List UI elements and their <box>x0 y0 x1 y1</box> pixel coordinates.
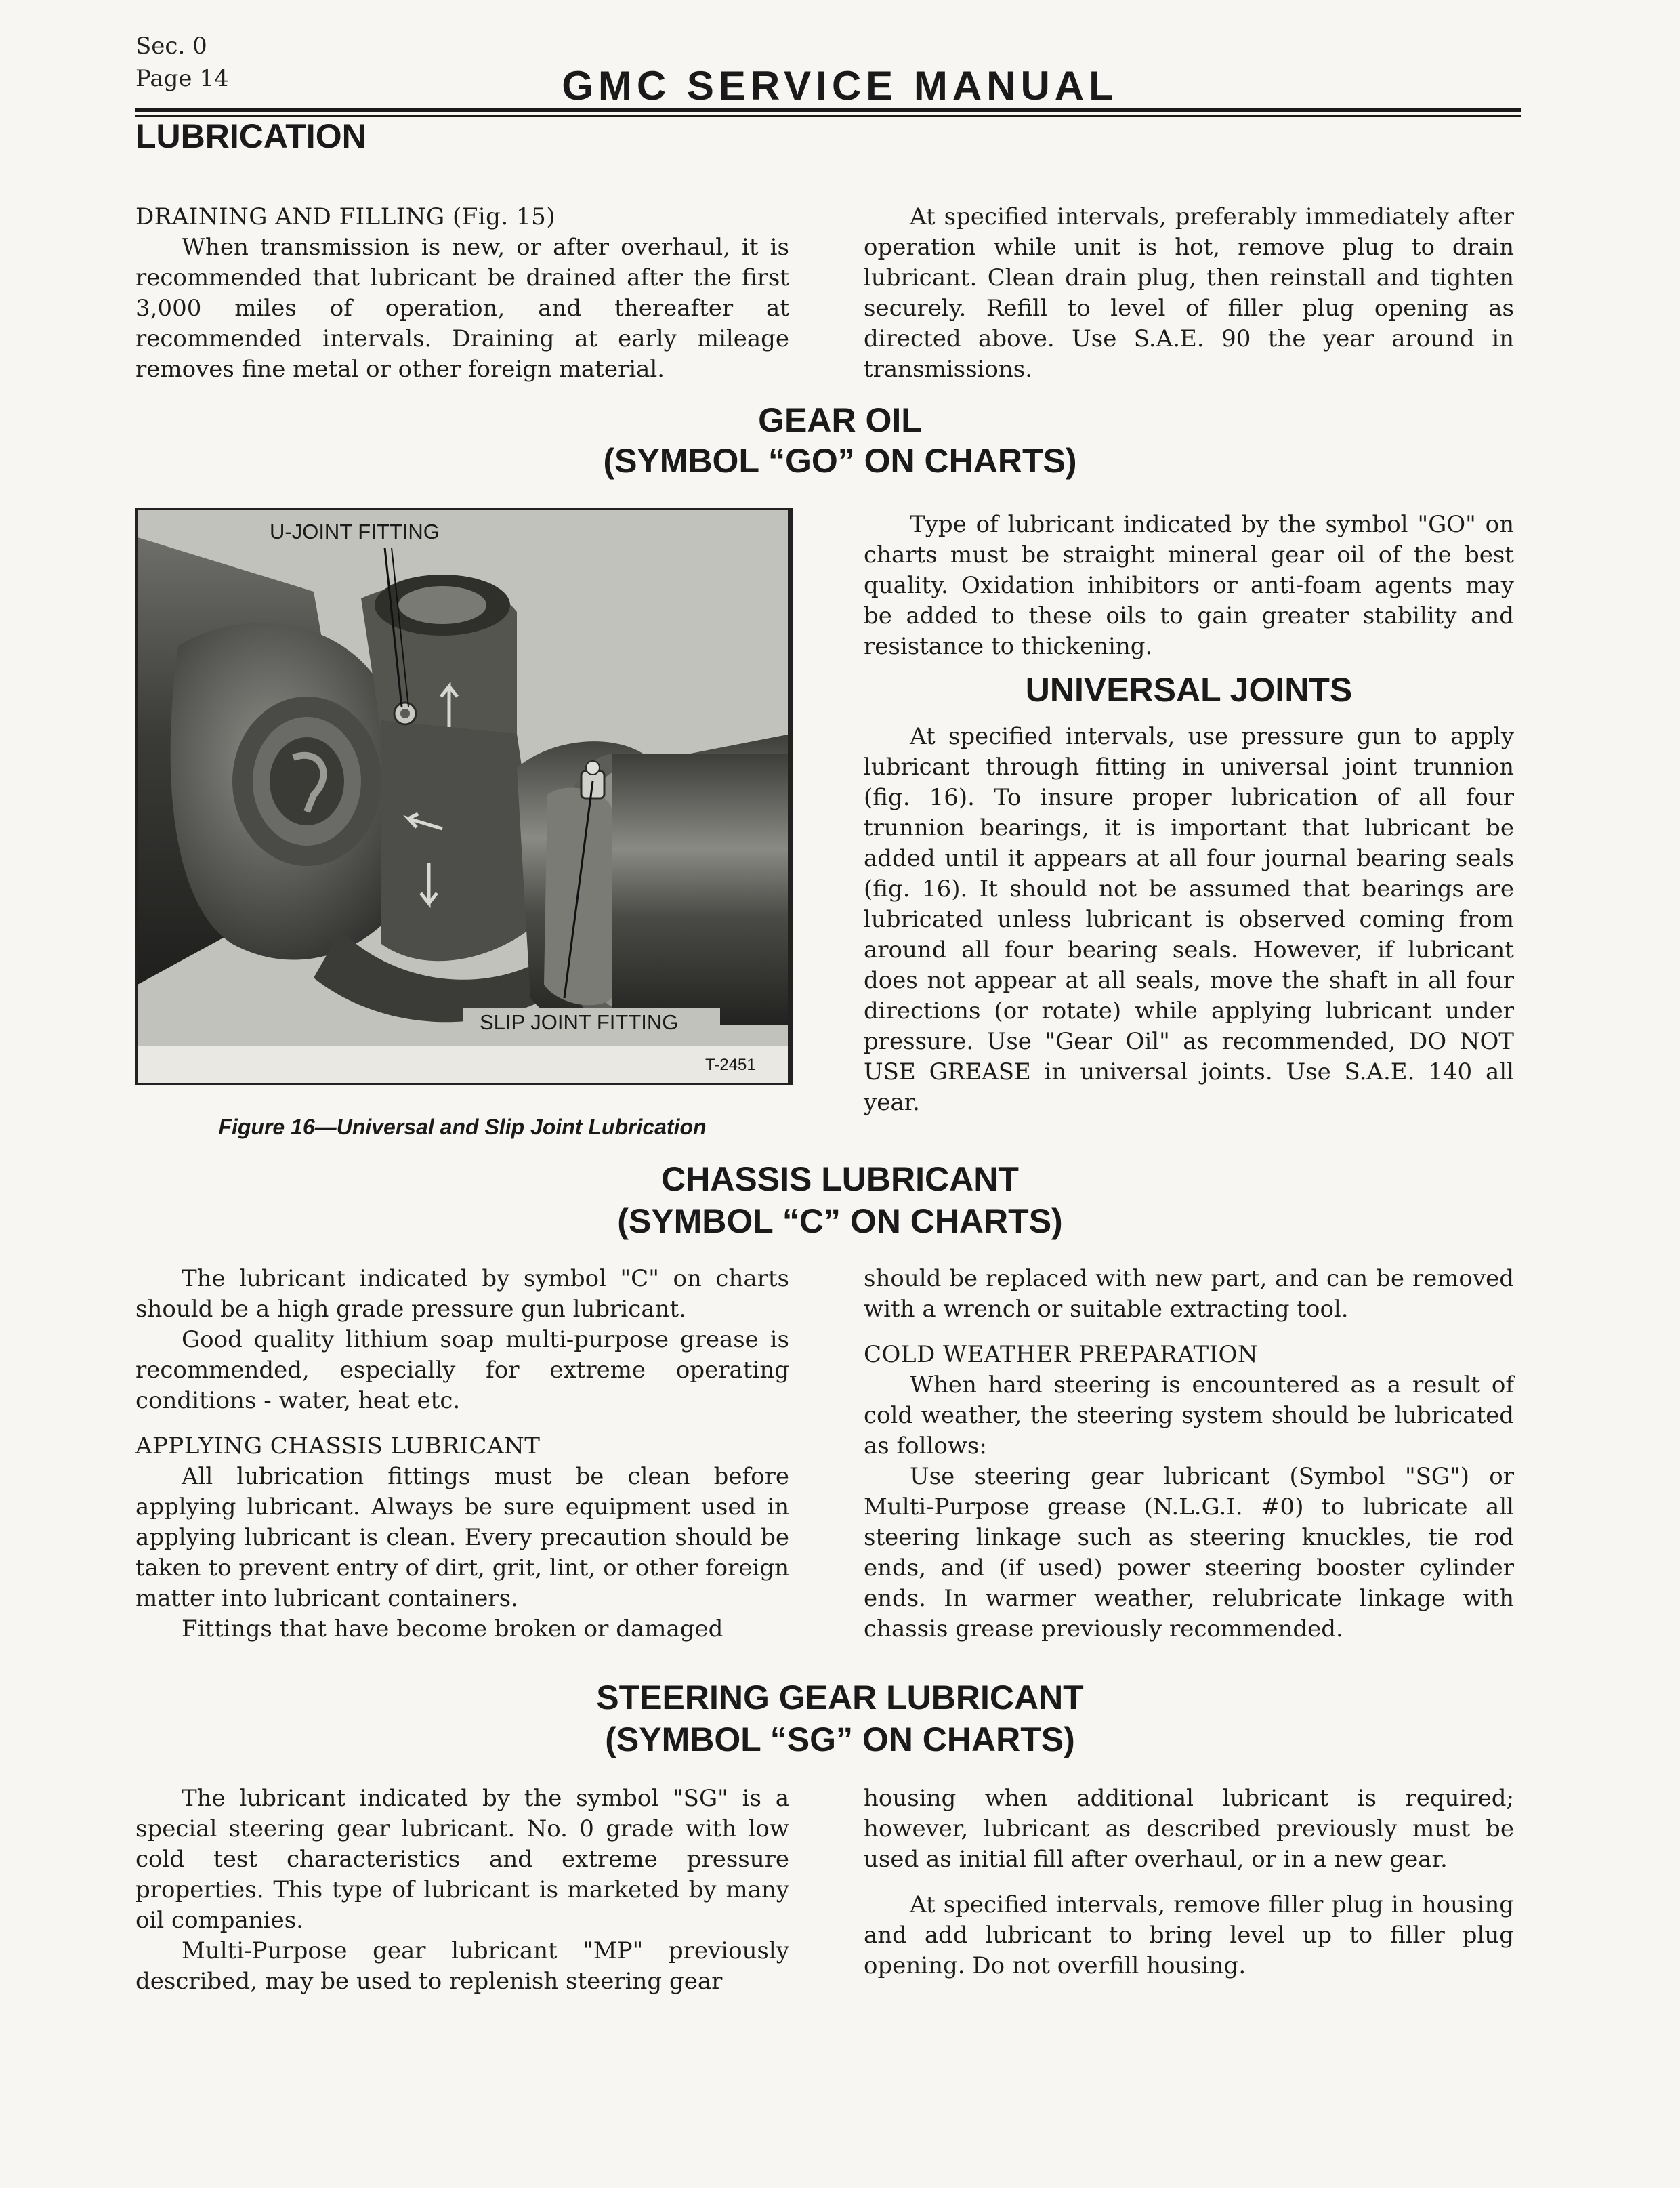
universal-joint-illustration <box>138 510 791 1083</box>
chassis-left-column <box>135 1264 789 1645</box>
gear-oil-subheading: (SYMBOL “GO” ON CHARTS) <box>603 442 1077 480</box>
chassis-paragraph-7: Use steering gear lubricant (Symbol "SG") or Multi-Purpose grease (N.L.G.I. #0) to lubricate all steering linkage such as steering knuckles, tie rod ends, and (if used) power steering booster cylinder ends. In warmer weather, relubricate linkage with chassis grease previously recommended. <box>864 1463 1514 1643</box>
page-number: Page 14 <box>135 65 229 92</box>
gear-oil-heading: GEAR OIL <box>758 401 922 439</box>
u-joint-fitting-label: U-JOINT FITTING <box>270 520 440 543</box>
draining-paragraph-1: When transmission is new, or after overhaul, it is recommended that lubricant be drained after the first 3,000 miles of operation, and thereafter at recommended intervals. Draining at early mileage removes fine metal or other foreign material. <box>135 234 789 383</box>
draining-right-column <box>864 202 1514 385</box>
universal-joints-column <box>864 722 1514 1118</box>
gear-oil-column <box>864 510 1514 662</box>
universal-joints-paragraph: At specified intervals, use pressure gun to apply lubricant through fitting in universal joint trunnion (fig. 16). To insure proper lubrication of all four trunnion bearings, it is important that lubricant be added until it appears at all four journal bearing seals (fig. 16). It should not be assumed that bearings are lubricated unless lubricant is observed coming from around all four bearing seals. However, if lubricant does not appear at all seals, move the shaft in all four directions (or rotate) while applying lubricant under pressure. Use "Gear Oil" as recommended, DO NOT USE GREASE in universal joints. Use S.A.E. 140 all year. <box>864 723 1514 1116</box>
steering-paragraph-1: The lubricant indicated by the symbol "SG" is a special steering gear lubricant. No. 0 grade with low cold test characteristics and extreme pressure properties. This type of lubricant is marketed by many oil companies. <box>135 1785 789 1934</box>
draining-paragraph-2: At specified intervals, preferably immediately after operation while unit is hot, remove plug to drain lubricant. Clean drain plug, then reinstall and tighten securely. Refill to level of filler plug opening as directed above. Use S.A.E. 90 the year around in transmissions. <box>864 203 1514 383</box>
chassis-paragraph-5: should be replaced with new part, and can be removed with a wrench or suitable extracting tool. <box>864 1265 1514 1323</box>
chassis-paragraph-4: Fittings that have become broken or damaged <box>182 1615 723 1643</box>
chassis-right-column <box>864 1264 1514 1645</box>
steering-paragraph-4: At specified intervals, remove filler plug in housing and add lubricant to bring level up to filler plug opening. Do not overfill housing. <box>864 1891 1514 1979</box>
steering-paragraph-2: Multi-Purpose gear lubricant "MP" previously described, may be used to replenish steering gear <box>135 1937 789 1995</box>
slip-joint-fitting-label: SLIP JOINT FITTING <box>480 1010 679 1034</box>
steering-right-column <box>864 1783 1514 1981</box>
chassis-paragraph-3: All lubrication fittings must be clean before applying lubricant. Always be sure equipment used in applying lubricant is clean. Every precaution should be taken to prevent entry of dirt, grit, lint, or other foreign matter into lubricant containers. <box>135 1463 789 1612</box>
steering-paragraph-3: housing when additional lubricant is required; however, lubricant as described previously must be used as initial fill after overhaul, or in a new gear. <box>864 1785 1514 1873</box>
section-title: LUBRICATION <box>135 117 366 155</box>
figure-caption: Figure 16—Universal and Slip Joint Lubrication <box>218 1115 707 1139</box>
steering-subheading: (SYMBOL “SG” ON CHARTS) <box>605 1720 1075 1758</box>
manual-title: GMC SERVICE MANUAL <box>562 63 1118 108</box>
steering-left-column <box>135 1783 789 1997</box>
universal-joints-heading: UNIVERSAL JOINTS <box>1025 671 1353 709</box>
chassis-paragraph-6: When hard steering is encountered as a result of cold weather, the steering system should be lubricated as follows: <box>864 1371 1514 1460</box>
section-number: Sec. 0 <box>135 33 207 60</box>
draining-subhead: DRAINING AND FILLING (Fig. 15) <box>135 203 556 230</box>
chassis-paragraph-2: Good quality lithium soap multi-purpose grease is recommended, especially for extreme operating conditions - water, heat etc. <box>135 1326 789 1414</box>
header-rule <box>135 108 1521 112</box>
chassis-paragraph-1: The lubricant indicated by symbol "C" on charts should be a high grade pressure gun lubricant. <box>135 1265 789 1323</box>
steering-heading: STEERING GEAR LUBRICANT <box>596 1678 1084 1716</box>
figure-16-image <box>135 508 793 1085</box>
figure-code: T-2451 <box>705 1056 756 1074</box>
cold-weather-subhead: COLD WEATHER PREPARATION <box>864 1341 1259 1368</box>
chassis-subheading: (SYMBOL “C” ON CHARTS) <box>617 1202 1063 1240</box>
gear-oil-paragraph: Type of lubricant indicated by the symbol "GO" on charts must be straight mineral gear oil of the best quality. Oxidation inhibitors or anti-foam agents may be added to these oils to gain greater stability and resistance to thickening. <box>864 511 1514 660</box>
chassis-heading: CHASSIS LUBRICANT <box>661 1160 1019 1198</box>
applying-chassis-subhead: APPLYING CHASSIS LUBRICANT <box>135 1432 541 1460</box>
draining-left-column <box>135 202 789 385</box>
